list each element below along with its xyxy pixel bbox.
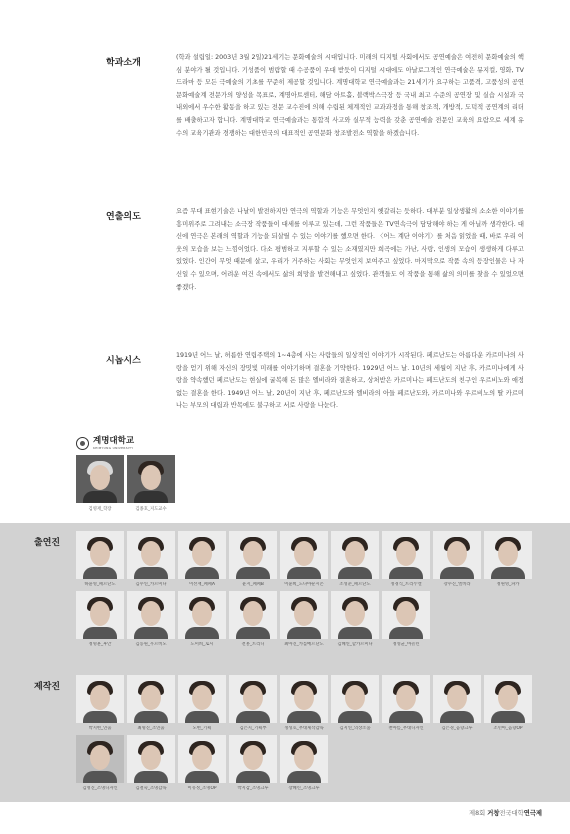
- member-caption: 최아진_카를메르난도: [284, 642, 324, 647]
- cast-member: [76, 591, 124, 648]
- member-caption: 정성호_무대제작감독: [284, 726, 324, 731]
- staff-title: 제작진: [34, 682, 61, 692]
- cast-member: [178, 531, 226, 588]
- cast-member: [331, 591, 379, 648]
- cast-member: [331, 531, 379, 588]
- staff-grid: [76, 675, 532, 792]
- member-photo: [127, 591, 175, 639]
- member-photo: [178, 735, 226, 783]
- page-footer: [469, 808, 542, 817]
- member-caption: 이선재_페페A: [189, 582, 215, 587]
- member-caption: 정원영_파카: [496, 582, 520, 587]
- member-photo: [331, 675, 379, 723]
- member-caption: 윤지_페페B: [242, 582, 264, 587]
- footer-middle: 전국대학: [499, 810, 524, 817]
- staff-member: [127, 675, 175, 732]
- member-photo: [280, 531, 328, 579]
- member-photo: [280, 591, 328, 639]
- staff-member: [484, 675, 532, 732]
- member-photo: [382, 531, 430, 579]
- member-photo: [433, 531, 481, 579]
- cast-member: [229, 591, 277, 648]
- cast-member: [433, 531, 481, 588]
- member-caption: 이유정_조명OP: [187, 786, 217, 791]
- staff-member: [178, 735, 226, 792]
- member-photo: [229, 735, 277, 783]
- member-photo: [229, 591, 277, 639]
- member-caption: 김철숙_조명감독: [135, 786, 167, 791]
- cast-member: [229, 531, 277, 588]
- member-photo: [229, 675, 277, 723]
- staff-member: [229, 735, 277, 792]
- member-photo: [280, 735, 328, 783]
- staff-member: [76, 675, 124, 732]
- staff-member: [280, 735, 328, 792]
- footer-prefix: 제8회: [469, 810, 486, 817]
- section-synopsis-body: 1919년 어느 날, 허름한 연립주택의 1~4층에 사는 사람들의 일상적인 이야기가 시작된다. 페르난도는 아름다운 카르미나의 사랑을 얻기 위해 자신의 장밋빛 미래를 이야기하며 결혼을 기약한다. 1929년 어느 날. 10년의 세월이 지난 후, 카르미나에게 사랑을 약속했던 페르난도는 현실에 굴복해 돈 많은 엘비라와 결혼하고, 상처받은 카르미나는 페드난도의 친구인 우르비노와 애정 없는 결혼을 한다. 1949년 어느 날, 20년이 지난 후, 페르난도와 엘비라의 아들 페르난도와, 카르미나와 우르비노의 딸 카르미나는 부모의 대립과 반목에도 불구하고 서로 사랑을 나눈다.: [176, 352, 524, 410]
- section-direction-title: 연출의도: [106, 212, 141, 222]
- member-photo: [331, 591, 379, 639]
- member-caption: 김혜연_할카르미나: [337, 642, 373, 647]
- member-caption: 정경식_트리누엘: [390, 582, 422, 587]
- staff-member: [229, 675, 277, 732]
- member-caption: 박지감_조명크루: [237, 786, 269, 791]
- member-photo: [76, 735, 124, 783]
- cast-member: [484, 531, 532, 588]
- member-caption: 강수진_엘비라: [443, 582, 471, 587]
- professor-card: [76, 455, 124, 512]
- member-caption: 하윤영_페르난도: [84, 582, 116, 587]
- staff-member: [331, 675, 379, 732]
- member-photo: [76, 675, 124, 723]
- member-photo: [127, 735, 175, 783]
- cast-member: [76, 531, 124, 588]
- cast-title: 출연진: [34, 538, 61, 548]
- university-name-english: KEIMYUNG UNIVERSITY: [93, 446, 134, 450]
- member-photo: [178, 531, 226, 579]
- member-photo: [484, 675, 532, 723]
- member-caption: 김동원_우르비노: [135, 642, 167, 647]
- cast-member: [280, 531, 328, 588]
- member-photo: [178, 591, 226, 639]
- staff-member: [280, 675, 328, 732]
- member-caption: 조성준_페르난도: [339, 582, 371, 587]
- staff-member: [433, 675, 481, 732]
- member-photo: [127, 531, 175, 579]
- member-caption: 천아름_무대디자인: [388, 726, 424, 731]
- cast-member: [280, 591, 328, 648]
- professor-photo: [76, 455, 124, 503]
- cast-member: [382, 591, 430, 648]
- section-intro-title: 학과소개: [106, 58, 141, 68]
- professor-caption: 김영재_학장: [88, 507, 112, 512]
- cast-member: [127, 531, 175, 588]
- member-photo: [229, 531, 277, 579]
- section-synopsis-title: 시놉시스: [106, 356, 141, 366]
- staff-member: [76, 735, 124, 792]
- member-caption: 전홍_트리니: [241, 642, 265, 647]
- professor-card: [127, 455, 175, 512]
- member-photo: [76, 591, 124, 639]
- member-photo: [484, 531, 532, 579]
- member-photo: [178, 675, 226, 723]
- member-photo: [433, 675, 481, 723]
- member-caption: 장혜린_조명크루: [288, 786, 320, 791]
- cast-member: [382, 531, 430, 588]
- member-caption: 김수연_카르미나: [135, 582, 167, 587]
- member-photo: [127, 675, 175, 723]
- footer-end: 연극제: [523, 810, 542, 817]
- member-caption: 최명진_조연출: [137, 726, 165, 731]
- member-photo: [331, 531, 379, 579]
- member-caption: 도미희_로시: [190, 642, 214, 647]
- member-photo: [382, 591, 430, 639]
- cast-grid: [76, 531, 532, 648]
- university-seal-icon: [76, 437, 89, 450]
- cast-member: [127, 591, 175, 648]
- member-caption: 김은지_기획부: [239, 726, 267, 731]
- member-caption: 김지연_의상소품: [339, 726, 371, 731]
- member-photo: [76, 531, 124, 579]
- member-photo: [382, 675, 430, 723]
- member-photo: [280, 675, 328, 723]
- university-logo: [76, 437, 134, 450]
- member-caption: 박지현_연출: [88, 726, 112, 731]
- cast-member: [178, 591, 226, 648]
- member-caption: 김은경_음향크루: [441, 726, 473, 731]
- staff-member: [382, 675, 430, 732]
- university-name: 계명대학교: [93, 436, 135, 446]
- professor-caption: 김종호_지도교수: [135, 507, 167, 512]
- section-direction-body: 요즘 무대 표현기술은 나날이 발전하지만 연극의 역할과 기능은 무엇인지 헷갈리는 듯하다. 대부분 일상생활의 소소한 이야기를 흥미위주로 그려내는 소극장 작품들이 대세를 이루고 있는데, 그런 작품들은 TV연속극이 담당해야 하는 게 아닐까 생각한다. 대신에 연극은 본래의 역할과 기능을 되살릴 수 있는 이야기를 했으면 한다. 〈어느 계단 이야기〉를 처음 읽었을 때, 바로 우리 이웃의 모습을 보는 느낌이었다. 다소 평범하고 지루할 수 있는 소재였지만 희곡에는 가난, 사랑, 인생의 모습이 생생하게 다루고 있었다. 인간이 무엇 때문에 살고, 우리가 거주하는 사회는 무엇인지 보여주고 싶었다. 마지막으로 작품 속의 등장인물은 나 자신일 수 있으며, 어려운 여건 속에서도 삶의 희망을 발견해내고 싶었다. 관객들도 이 작품을 통해 삶의 의미를 찾을 수 있었으면 좋겠다.: [176, 208, 524, 291]
- member-caption: 조민아_음향OP: [493, 726, 523, 731]
- member-caption: 김영진_조명디자인: [82, 786, 118, 791]
- footer-highlight: 거창: [487, 810, 500, 817]
- staff-member: [127, 735, 175, 792]
- member-caption: 정명훈_후안: [88, 642, 112, 647]
- member-caption: 정성균_마놀린: [392, 642, 420, 647]
- section-intro-body: (학과 설립일: 2003년 3월 2일)21세기는 문화예술의 시대입니다. 미래의 디지털 사회에서도 공연예술은 여전히 문화예술의 핵심 분야가 될 것입니다. 기성품이 범람할 때 수공품이 우대 받듯이 디지털 시대에도 아날로그적인 연극예술은 뮤지컬, 영화, TV드라마 등 모든 극예술의 기초를 꾸준히 제공할 것입니다. 계명대학교 연극예술과는 21세기가 요구하는 고품격, 고품성의 공연문화예술계 전문가의 양성을 목표로, 계명아트센터, 해담 아트홀, 블랙박스극장 등 국내 최고 수준의 공연장 및 실습 시설과 국내외에서 우수한 활동을 하고 있는 전문 교수진에 의해 수립된 체계적인 교과과정을 통해 창조적, 개방적, 도덕적 공연계의 리더를 배출하고자 합니다. 계명대학교 연극예술과는 통합적 사고와 실무적 능력을 갖춘 공연예술 전문인 교육의 요람으로 세계 유수의 교육기관과 경쟁하는 대한민국의 대표적인 공연문화 창조발전소 역할을 하겠습니다.: [176, 54, 524, 137]
- member-caption: 노현_기획: [192, 726, 212, 731]
- member-caption: 이윤희_도나아순시온: [284, 582, 324, 587]
- staff-member: [178, 675, 226, 732]
- professor-photo: [127, 455, 175, 503]
